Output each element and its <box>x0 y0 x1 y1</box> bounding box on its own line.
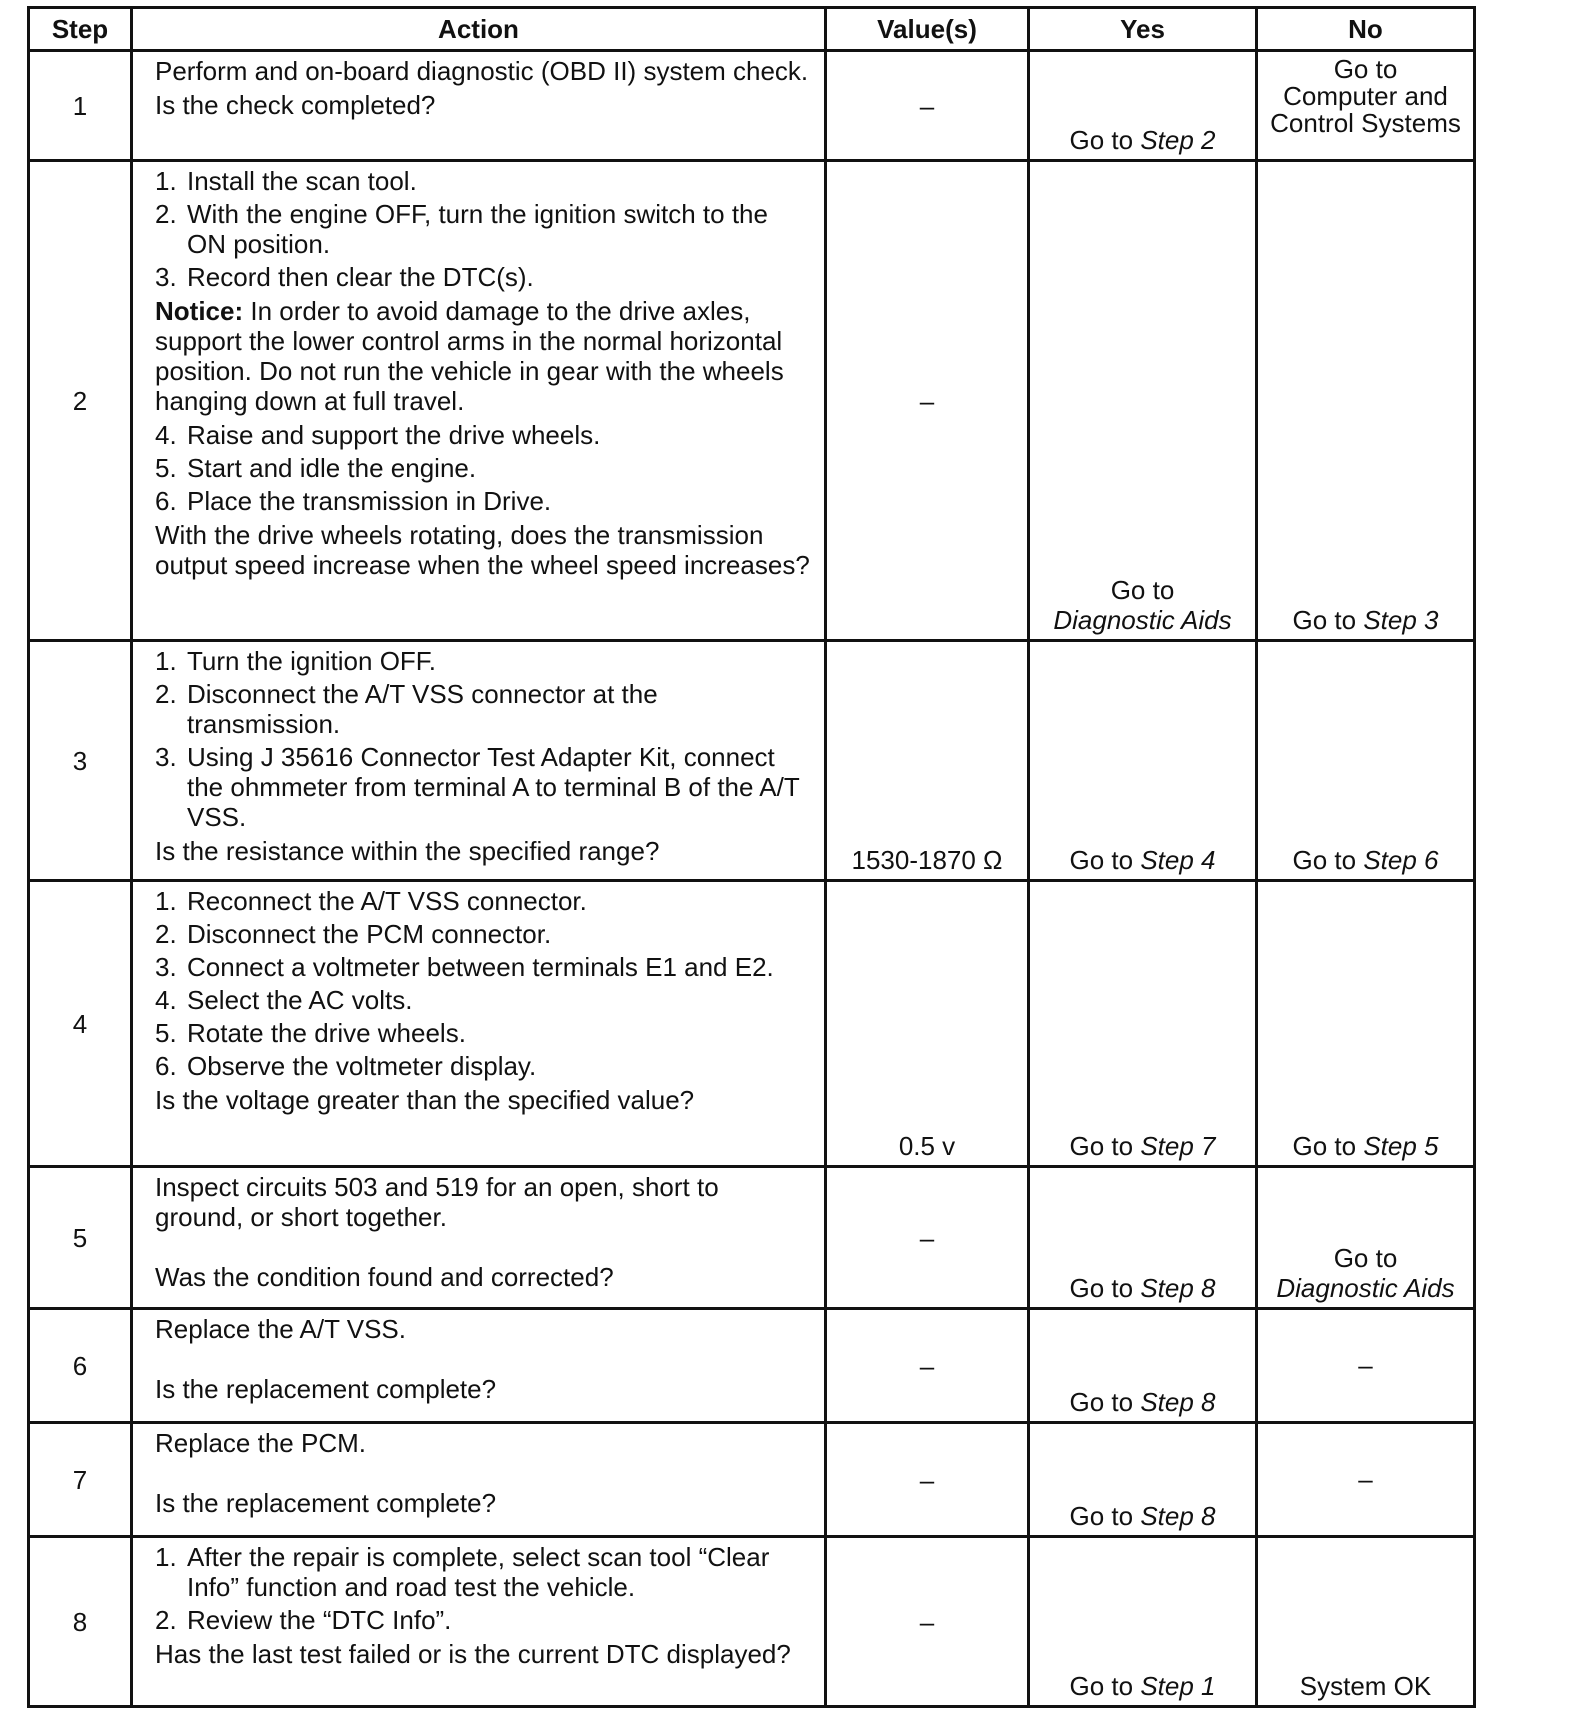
table-row <box>29 1423 1475 1537</box>
action-list <box>155 886 814 1081</box>
yes-link[interactable]: Step 1 <box>1140 1671 1216 1701</box>
no-cell <box>1257 881 1475 1167</box>
item-number: 1. <box>155 166 177 196</box>
yes-cell <box>1029 1537 1257 1707</box>
list-item <box>155 646 814 676</box>
yes-link[interactable]: Step 4 <box>1140 845 1216 875</box>
item-text: Rotate the drive wheels. <box>187 1018 466 1048</box>
notice-label: Notice: <box>155 296 244 326</box>
list-item <box>155 886 814 916</box>
yes-link[interactable]: Step 7 <box>1140 1131 1216 1161</box>
item-text: Disconnect the PCM connector. <box>187 919 552 949</box>
step-number: 8 <box>29 1537 132 1707</box>
no-link[interactable]: Step 3 <box>1363 605 1439 635</box>
value-cell: – <box>826 161 1029 641</box>
yes-prefix: Go to <box>1069 1671 1134 1701</box>
action-cell <box>132 161 826 641</box>
action-question: Has the last test failed or is the current DTC displayed? <box>155 1639 791 1669</box>
no-link[interactable]: Step 5 <box>1363 1131 1439 1161</box>
step-number: 3 <box>29 641 132 881</box>
action-text: Replace the A/T VSS. <box>155 1314 406 1344</box>
no-prefix: Go to <box>1333 1243 1398 1273</box>
yes-link[interactable]: Step 8 <box>1140 1273 1216 1303</box>
yes-cell <box>1029 161 1257 641</box>
action-text: Perform and on-board diagnostic (OBD II) system check. <box>155 56 809 86</box>
item-text: Connect a voltmeter between terminals E1 and E2. <box>187 952 774 982</box>
action-question: Is the replacement complete? <box>155 1488 497 1518</box>
list-item <box>155 486 814 516</box>
action-question: With the drive wheels rotating, does the transmission output speed increase when the wheel speed increases? <box>155 520 810 580</box>
no-cell <box>1257 161 1475 641</box>
item-number: 6. <box>155 486 177 516</box>
action-cell <box>132 51 826 161</box>
yes-prefix: Go to <box>1069 125 1134 155</box>
yes-cell <box>1029 51 1257 161</box>
item-number: 1. <box>155 646 177 676</box>
yes-cell <box>1029 641 1257 881</box>
item-number: 2. <box>155 199 177 229</box>
list-item <box>155 166 814 196</box>
header-step: Step <box>29 8 132 51</box>
action-list <box>155 166 814 292</box>
item-text: Observe the voltmeter display. <box>187 1051 537 1081</box>
no-prefix: Go to <box>1292 845 1357 875</box>
step-number: 5 <box>29 1167 132 1309</box>
no-link[interactable]: Computer and Control Systems <box>1270 81 1461 138</box>
item-number: 3. <box>155 742 177 772</box>
step-number: 2 <box>29 161 132 641</box>
list-item <box>155 199 814 259</box>
action-cell <box>132 1537 826 1707</box>
yes-cell <box>1029 881 1257 1167</box>
table-row <box>29 51 1475 161</box>
item-number: 4. <box>155 420 177 450</box>
step-number: 7 <box>29 1423 132 1537</box>
yes-link[interactable]: Step 8 <box>1140 1501 1216 1531</box>
action-cell <box>132 881 826 1167</box>
item-text: Record then clear the DTC(s). <box>187 262 534 292</box>
value-cell: – <box>826 1309 1029 1423</box>
no-cell <box>1257 641 1475 881</box>
diagnostic-table <box>27 6 1476 1708</box>
list-item <box>155 952 814 982</box>
no-cell: System OK <box>1257 1537 1475 1707</box>
value-cell: – <box>826 51 1029 161</box>
list-item <box>155 1605 814 1635</box>
table-row <box>29 881 1475 1167</box>
item-text: With the engine OFF, turn the ignition switch to the ON position. <box>187 199 768 259</box>
list-item <box>155 1018 814 1048</box>
yes-cell <box>1029 1423 1257 1537</box>
yes-prefix: Go to <box>1069 1501 1134 1531</box>
item-number: 3. <box>155 262 177 292</box>
action-question: Is the check completed? <box>155 90 436 120</box>
action-cell <box>132 1167 826 1309</box>
no-prefix: Go to <box>1333 54 1398 84</box>
yes-prefix: Go to <box>1069 1387 1134 1417</box>
list-item <box>155 1051 814 1081</box>
value-cell: – <box>826 1537 1029 1707</box>
table-row <box>29 1167 1475 1309</box>
list-item <box>155 742 814 832</box>
yes-link[interactable]: Step 2 <box>1140 125 1216 155</box>
item-number: 2. <box>155 1605 177 1635</box>
table-row <box>29 1537 1475 1707</box>
yes-prefix: Go to <box>1069 1131 1134 1161</box>
list-item <box>155 1542 814 1602</box>
item-text: Select the AC volts. <box>187 985 413 1015</box>
value-cell: – <box>826 1167 1029 1309</box>
action-list <box>155 420 814 516</box>
yes-prefix: Go to <box>1069 1273 1134 1303</box>
yes-prefix: Go to <box>1069 845 1134 875</box>
item-number: 5. <box>155 1018 177 1048</box>
header-no: No <box>1257 8 1475 51</box>
yes-link[interactable]: Step 8 <box>1140 1387 1216 1417</box>
notice-text: In order to avoid damage to the drive axles, support the lower control arms in the normal horizontal position. Do not run the vehicle in gear with the wheels hanging down at full travel. <box>155 296 784 416</box>
item-text: Using J 35616 Connector Test Adapter Kit, connect the ohmmeter from terminal A to terminal B of the A/T VSS. <box>187 742 800 832</box>
action-text: Inspect circuits 503 and 519 for an open, short to ground, or short together. <box>155 1172 719 1232</box>
list-item <box>155 679 814 739</box>
header-values: Value(s) <box>826 8 1029 51</box>
no-cell: – <box>1257 1423 1475 1537</box>
no-link[interactable]: Diagnostic Aids <box>1276 1273 1455 1303</box>
item-number: 1. <box>155 886 177 916</box>
notice <box>155 296 814 416</box>
item-text: Place the transmission in Drive. <box>187 486 552 516</box>
item-text: Raise and support the drive wheels. <box>187 420 601 450</box>
action-cell <box>132 1309 826 1423</box>
no-cell <box>1257 51 1475 161</box>
action-question: Was the condition found and corrected? <box>155 1262 614 1292</box>
action-question: Is the voltage greater than the specified value? <box>155 1085 695 1115</box>
action-question: Is the resistance within the specified range? <box>155 836 660 866</box>
no-prefix: Go to <box>1292 1131 1357 1161</box>
item-text: Disconnect the A/T VSS connector at the transmission. <box>187 679 658 739</box>
table-row <box>29 641 1475 881</box>
no-prefix: Go to <box>1292 605 1357 635</box>
list-item <box>155 262 814 292</box>
item-number: 6. <box>155 1051 177 1081</box>
list-item <box>155 919 814 949</box>
item-text: Install the scan tool. <box>187 166 417 196</box>
no-link[interactable]: Step 6 <box>1363 845 1439 875</box>
table-row <box>29 1309 1475 1423</box>
header-yes: Yes <box>1029 8 1257 51</box>
value-cell: 1530-1870 Ω <box>826 641 1029 881</box>
item-text: After the repair is complete, select scan tool “Clear Info” function and road test the vehicle. <box>187 1542 770 1602</box>
yes-link[interactable]: Diagnostic Aids <box>1053 605 1232 635</box>
item-text: Reconnect the A/T VSS connector. <box>187 886 587 916</box>
no-cell <box>1257 1167 1475 1309</box>
header-action: Action <box>132 8 826 51</box>
action-list <box>155 646 814 832</box>
list-item <box>155 453 814 483</box>
list-item <box>155 985 814 1015</box>
yes-cell <box>1029 1309 1257 1423</box>
header-row <box>29 8 1475 51</box>
action-cell <box>132 1423 826 1537</box>
action-question: Is the replacement complete? <box>155 1374 497 1404</box>
step-number: 1 <box>29 51 132 161</box>
no-cell: – <box>1257 1309 1475 1423</box>
value-cell: 0.5 v <box>826 881 1029 1167</box>
action-list <box>155 1542 814 1635</box>
item-number: 3. <box>155 952 177 982</box>
value-cell: – <box>826 1423 1029 1537</box>
action-text: Replace the PCM. <box>155 1428 366 1458</box>
item-text: Review the “DTC Info”. <box>187 1605 452 1635</box>
yes-cell <box>1029 1167 1257 1309</box>
item-text: Start and idle the engine. <box>187 453 477 483</box>
step-number: 6 <box>29 1309 132 1423</box>
item-number: 1. <box>155 1542 177 1572</box>
item-number: 4. <box>155 985 177 1015</box>
action-cell <box>132 641 826 881</box>
table-row <box>29 161 1475 641</box>
item-number: 5. <box>155 453 177 483</box>
item-text: Turn the ignition OFF. <box>187 646 437 676</box>
list-item <box>155 420 814 450</box>
item-number: 2. <box>155 919 177 949</box>
item-number: 2. <box>155 679 177 709</box>
step-number: 4 <box>29 881 132 1167</box>
yes-prefix: Go to <box>1110 575 1175 605</box>
